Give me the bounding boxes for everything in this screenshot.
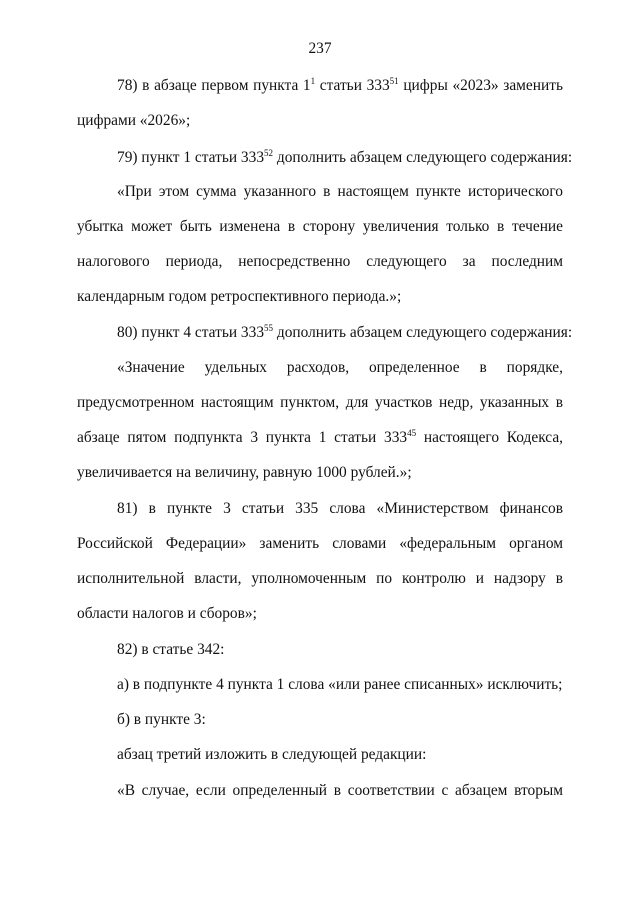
text-line: убытка может быть изменена в сторону увеличения только в течение bbox=[77, 218, 563, 235]
text-line: 82) в статье 342: bbox=[117, 641, 225, 658]
text-line: абзаце пятом подпункта 3 пункта 1 статьи $333^{45}$ настоящего Кодекса, bbox=[77, 428, 563, 446]
text-line: абзац третий изложить в следующей редакции: bbox=[117, 746, 427, 763]
page-number: 237 bbox=[308, 40, 332, 57]
text-line: «В случае, если определенный в соответствии с абзацем вторым bbox=[117, 782, 563, 799]
text-line: предусмотренном настоящим пунктом, для участков недр, указанных в bbox=[77, 394, 563, 411]
text-line: 78) в абзаце первом пункта $1^1$ статьи $333^{51}$ цифры «2023» заменить bbox=[117, 76, 563, 94]
text-line: календарным годом ретроспективного периода.»; bbox=[77, 288, 402, 305]
text-line: области налогов и сборов»; bbox=[77, 605, 257, 622]
text-line: «При этом сумма указанного в настоящем пункте исторического bbox=[117, 183, 563, 200]
text-line: Российской Федерации» заменить словами «федеральным органом bbox=[77, 535, 563, 552]
text-line: 81) в пункте 3 статьи 335 слова «Министерством финансов bbox=[117, 500, 563, 517]
text-line: цифрами «2026»; bbox=[77, 112, 191, 129]
text-line: «Значение удельных расходов, определенное в порядке, bbox=[117, 359, 563, 376]
text-line: а) в подпункте 4 пункта 1 слова «или ранее списанных» исключить; bbox=[117, 676, 563, 693]
text-line: увеличивается на величину, равную 1000 рублей.»; bbox=[77, 464, 412, 481]
text-line: 79) пункт 1 статьи $333^{52}$ дополнить абзацем следующего содержания: bbox=[117, 148, 573, 166]
text-line: 80) пункт 4 статьи $333^{55}$ дополнить абзацем следующего содержания: bbox=[117, 323, 573, 341]
text-line: б) в пункте 3: bbox=[117, 711, 206, 728]
text-line: исполнительной власти, уполномоченным по контролю и надзору в bbox=[77, 570, 563, 587]
text-line: налогового периода, непосредственно следующего за последним bbox=[77, 253, 563, 270]
